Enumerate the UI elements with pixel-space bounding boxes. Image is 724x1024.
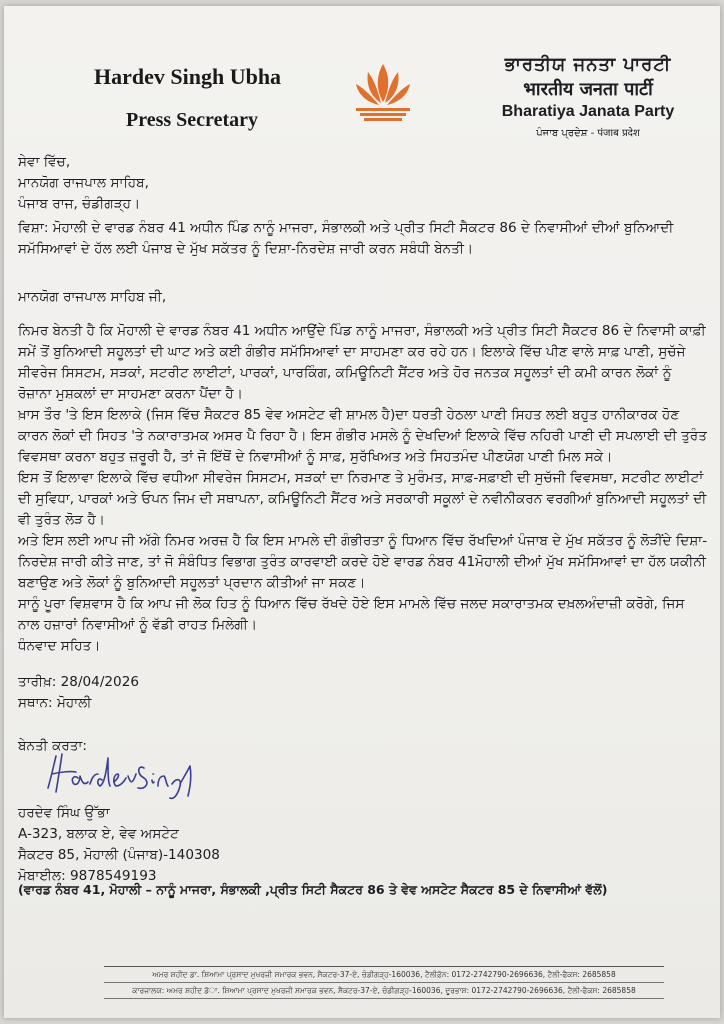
date-place <box>18 672 708 714</box>
place-line: ਸਥਾਨ: ਮੋਹਾਲੀ <box>18 695 92 711</box>
footer-line: ਕਾਰਜਾਲਯ: ਅਮਰ ਸ਼ਹੀਦ ਡੱਾ. ਸ਼ਿਆਮਾ ਪ੍ਰਸਾਦ ਮੁਖਰਜੀ ਸਮਾਰਕ ਭਵਨ, ਸੈਕਟਰ-37-ਏ, ਚੰਡੀਗੜ੍ਹ-160036, ਦੂਰਭਾਸ਼: 0172-2742790-2696636, ਟੈਲੀ-ਫੈਕਸ: 2685858 <box>104 983 664 999</box>
address-line: ਮਾਨਯੋਗ ਰਾਜਪਾਲ ਸਾਹਿਬ, <box>18 175 149 191</box>
paragraph: ਸਾਨੂੰ ਪੂਰਾ ਵਿਸ਼ਵਾਸ ਹੈ ਕਿ ਆਪ ਜੀ ਲੋਕ ਹਿਤ ਨੂੰ ਧਿਆਨ ਵਿੱਚ ਰੱਖਦੇ ਹੋਏ ਇਸ ਮਾਮਲੇ ਵਿੱਚ ਜਲਦ ਸਕਾਰਾਤਮਕ ਦਖ਼ਲਅੰਦਾਜ਼ੀ ਕਰੋਗੇ, ਜਿਸ ਨਾਲ ਹਜ਼ਾਰਾਂ ਨਿਵਾਸੀਆਂ ਨੂੰ ਵੱਡੀ ਰਾਹਤ ਮਿਲੇਗੀ। <box>18 596 685 633</box>
subject <box>18 218 708 260</box>
sender-mobile: ਮੋਬਾਈਲ: 9878549193 <box>18 868 157 884</box>
lotus-logo-icon <box>348 56 418 126</box>
party-name-devanagari: भारतीय जनता पार्टी <box>523 79 653 100</box>
party-name-gurmukhi: ਭਾਰਤੀਯ ਜਨਤਾ ਪਾਰਟੀ <box>504 54 672 75</box>
paragraph: ਇਸ ਤੋਂ ਇਲਾਵਾ ਇਲਾਕੇ ਵਿੱਚ ਵਧੀਆ ਸੀਵਰੇਜ ਸਿਸਟਮ, ਸੜਕਾਂ ਦਾ ਨਿਰਮਾਣ ਤੇ ਮੁਰੰਮਤ, ਸਾਫ਼-ਸਫ਼ਾਈ ਦੀ ਸੁਚੱਜੀ ਵਿਵਸਥਾ, ਸਟਰੀਟ ਲਾਈਟਾਂ ਦੀ ਸੁਵਿਧਾ, ਪਾਰਕਾਂ ਅਤੇ ਓਪਨ ਜਿਮ ਦੀ ਸਥਾਪਨਾ, ਕਮਿਊਨਿਟੀ ਸੈਂਟਰ ਅਤੇ ਸਰਕਾਰੀ ਸਕੂਲਾਂ ਦੇ ਨਵੀਨੀਕਰਨ ਵਰਗੀਆਂ ਬੁਨਿਆਦੀ ਸਹੂਲਤਾਂ ਦੀ ਵੀ ਤੁਰੰਤ ਲੋੜ ਹੈ। <box>18 470 707 528</box>
sender-address-line: ਸੈਕਟਰ 85, ਮੋਹਾਲੀ (ਪੰਜਾਬ)-140308 <box>18 847 220 863</box>
sender-address-line: A-323, ਬਲਾਕ ਏ, ਵੇਵ ਅਸਟੇਟ <box>18 826 179 842</box>
address-line: ਸੇਵਾ ਵਿੱਚ, <box>18 154 71 170</box>
paragraph: ਅਤੇ ਇਸ ਲਈ ਆਪ ਜੀ ਅੱਗੇ ਨਿਮਰ ਅਰਜ਼ ਹੈ ਕਿ ਇਸ ਮਾਮਲੇ ਦੀ ਗੰਭੀਰਤਾ ਨੂੰ ਧਿਆਨ ਵਿੱਚ ਰੱਖਦਿਆਂ ਪੰਜਾਬ ਦੇ ਮੁੱਖ ਸਕੱਤਰ ਨੂੰ ਲੋੜੀਂਦੇ ਦਿਸ਼ਾ-ਨਿਰਦੇਸ਼ ਜਾਰੀ ਕੀਤੇ ਜਾਣ, ਤਾਂ ਜੋ ਸੰਬੰਧਿਤ ਵਿਭਾਗ ਤੁਰੰਤ ਕਾਰਵਾਈ ਕਰਦੇ ਹੋਏ ਵਾਰਡ ਨੰਬਰ 41ਮੋਹਾਲੀ ਦੀਆਂ ਮੁੱਖ ਸਮੱਸਿਆਵਾਂ ਦਾ ਹੱਲ ਯਕੀਨੀ ਬਣਾਉਣ ਅਤੇ ਲੋਕਾਂ ਨੂੰ ਬੁਨਿਆਦੀ ਸਹੂਲਤਾਂ ਪ੍ਰਦਾਨ ਕੀਤੀਆਂ ਜਾ ਸਕਣ। <box>18 533 708 591</box>
closing: ਧੰਨਵਾਦ ਸਹਿਤ। <box>18 638 101 654</box>
sender-details <box>18 803 708 887</box>
paragraph: ਖ਼ਾਸ ਤੌਰ 'ਤੇ ਇਸ ਇਲਾਕੇ (ਜਿਸ ਵਿੱਚ ਸੈਕਟਰ 85 ਵੇਵ ਅਸਟੇਟ ਵੀ ਸ਼ਾਮਲ ਹੈ)ਦਾ ਧਰਤੀ ਹੇਠਲਾ ਪਾਣੀ ਸਿਹਤ ਲਈ ਬਹੁਤ ਹਾਨੀਕਾਰਕ ਹੋਣ ਕਾਰਨ ਲੋਕਾਂ ਦੀ ਸਿਹਤ 'ਤੇ ਨਕਾਰਾਤਮਕ ਅਸਰ ਪੈ ਰਿਹਾ ਹੈ। ਇਸ ਗੰਭੀਰ ਮਸਲੇ ਨੂੰ ਦੇਖਦਿਆਂ ਇਲਾਕੇ ਵਿੱਚ ਨਹਿਰੀ ਪਾਣੀ ਦੀ ਸਪਲਾਈ ਦੀ ਤੁਰੰਤ ਵਿਵਸਥਾ ਕਰਨਾ ਬਹੁਤ ਜ਼ਰੂਰੀ ਹੈ, ਤਾਂ ਜੋ ਇੱਥੋਂ ਦੇ ਨਿਵਾਸੀਆਂ ਨੂੰ ਸਾਫ਼, ਸੁਰੱਖਿਅਤ ਅਤੇ ਸਿਹਤਮੰਦ ਪੀਣਯੋਗ ਪਾਣੀ ਮਿਲ ਸਕੇ। <box>18 407 707 465</box>
salutation: ਮਾਨਯੋਗ ਰਾਜਪਾਲ ਸਾਹਿਬ ਜੀ, <box>18 289 167 305</box>
date-line: ਤਾਰੀਖ਼: 28/04/2026 <box>18 674 140 690</box>
sender-name: Hardev Singh Ubha <box>94 64 282 89</box>
footer-line: ਅਮਰ ਸ਼ਹੀਦ ਡਾ. ਸ਼ਿਆਮਾ ਪ੍ਰਸਾਦ ਮੁਖਰਜੀ ਸਮਾਰਕ ਭਵਨ, ਸੈਕਟਰ-37-ਏ, ਚੰਡੀਗੜ੍ਹ-160036, ਟੈਲੀਫ਼ੋਨ: 0172-2742790-2696636, ਟੈਲੀ-ਫੈਕਸ: 2685858 <box>104 967 664 983</box>
party-unit: ਪੰਜਾਬ ਪ੍ਰਦੇਸ਼ - पंजाब प्रदेश <box>536 128 640 139</box>
party-name-block <box>488 54 688 139</box>
address-line: ਪੰਜਾਬ ਰਾਜ, ਚੰਡੀਗੜ੍ਹ। <box>18 196 141 212</box>
handwritten-signature <box>40 744 200 804</box>
party-name-english: Bharatiya Janata Party <box>501 103 675 120</box>
signature-label: ਬੇਨਤੀ ਕਰਤਾ: <box>18 738 87 754</box>
letterhead-footer <box>104 966 664 999</box>
sender-name-punjabi: ਹਰਦੇਵ ਸਿੰਘ ਉੱਭਾ <box>18 805 110 821</box>
subject-line: ਸਮੱਸਿਆਵਾਂ ਦੇ ਹੱਲ ਲਈ ਪੰਜਾਬ ਦੇ ਮੁੱਖ ਸਕੱਤਰ ਨੂੰ ਦਿਸ਼ਾ-ਨਿਰਦੇਸ਼ ਜਾਰੀ ਕਰਨ ਸਬੰਧੀ ਬੇਨਤੀ। <box>18 241 474 257</box>
letter-body <box>18 321 708 657</box>
sender-title: Press Secretary <box>126 109 258 131</box>
subject-line: ਵਿਸ਼ਾ: ਮੋਹਾਲੀ ਦੇ ਵਾਰਡ ਨੰਬਰ 41 ਅਧੀਨ ਪਿੰਡ ਨਾਨੂੰ ਮਾਜਰਾ, ਸੰਭਾਲਕੀ ਅਤੇ ਪ੍ਰੀਤ ਸਿਟੀ ਸੈਕਟਰ 86 ਦੇ ਨਿਵਾਸੀਆਂ ਦੀਆਂ ਬੁਨਿਆਦੀ <box>18 220 674 236</box>
paragraph: ਨਿਮਰ ਬੇਨਤੀ ਹੈ ਕਿ ਮੋਹਾਲੀ ਦੇ ਵਾਰਡ ਨੰਬਰ 41 ਅਧੀਨ ਆਉਂਦੇ ਪਿੰਡ ਨਾਨੂੰ ਮਾਜਰਾ, ਸੰਭਾਲਕੀ ਅਤੇ ਪ੍ਰੀਤ ਸਿਟੀ ਸੈਕਟਰ 86 ਦੇ ਨਿਵਾਸੀ ਕਾਫ਼ੀ ਸਮੇਂ ਤੋਂ ਬੁਨਿਆਦੀ ਸਹੂਲਤਾਂ ਦੀ ਘਾਟ ਅਤੇ ਕਈ ਗੰਭੀਰ ਸਮੱਸਿਆਵਾਂ ਦਾ ਸਾਹਮਣਾ ਕਰ ਰਹੇ ਹਨ। ਇਲਾਕੇ ਵਿੱਚ ਪੀਣ ਵਾਲੇ ਸਾਫ਼ ਪਾਣੀ, ਸੁਚੱਜੇ ਸੀਵਰੇਜ ਸਿਸਟਮ, ਸੜਕਾਂ, ਸਟਰੀਟ ਲਾਈਟਾਂ, ਪਾਰਕਾਂ, ਪਾਰਕਿੰਗ, ਕਮਿਊਨਿਟੀ ਸੈਂਟਰ ਅਤੇ ਹੋਰ ਜਨਤਕ ਸਹੂਲਤਾਂ ਦੀ ਕਮੀ ਕਾਰਨ ਲੋਕਾਂ ਨੂੰ ਰੋਜ਼ਾਨਾ ਮੁਸ਼ਕਲਾਂ ਦਾ ਸਾਹਮਣਾ ਕਰਨਾ ਪੈਂਦਾ ਹੈ। <box>18 323 706 402</box>
footnote: (ਵਾਰਡ ਨੰਬਰ 41, ਮੋਹਾਲੀ – ਨਾਨੂੰ ਮਾਜਰਾ, ਸੰਭਾਲਕੀ ,ਪ੍ਰੀਤ ਸਿਟੀ ਸੈਕਟਰ 86 ਤੇ ਵੇਵ ਅਸਟੇਟ ਸੈਕਟਰ 85 ਦੇ ਨਿਵਾਸੀਆਂ ਵੱਲੋਂ) <box>18 882 608 897</box>
letter-page <box>4 6 720 1018</box>
recipient-address <box>18 152 708 215</box>
